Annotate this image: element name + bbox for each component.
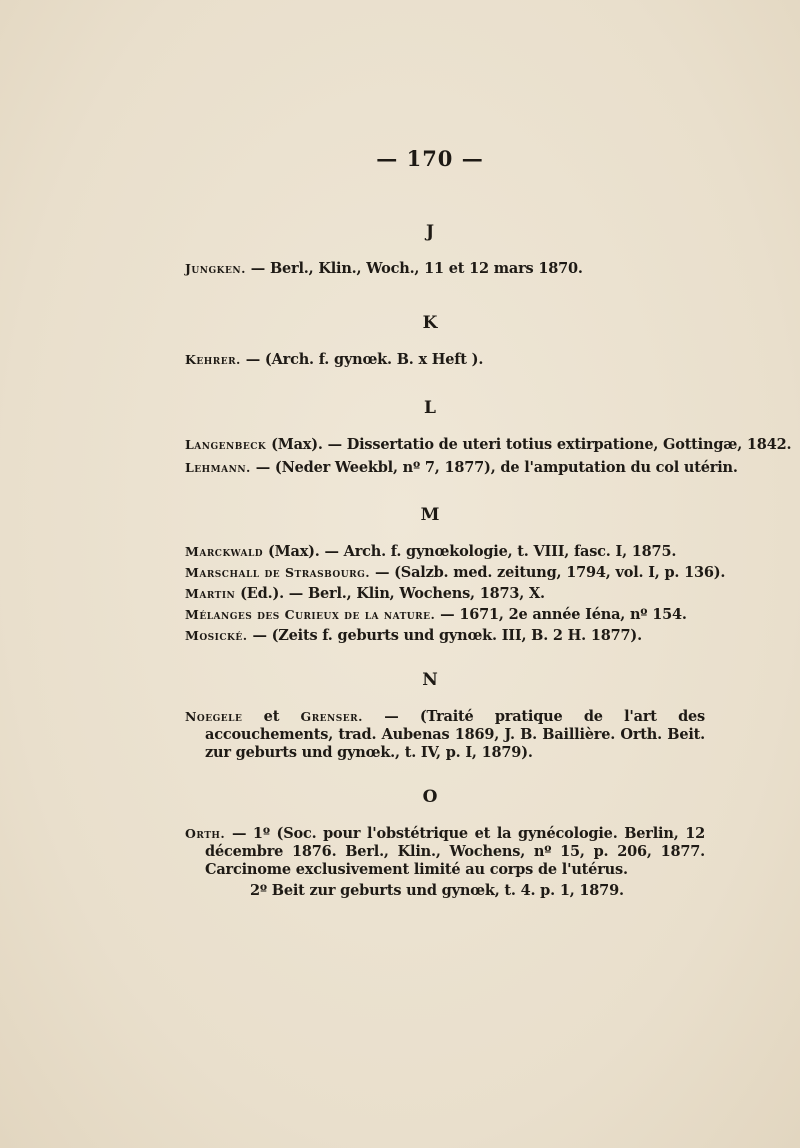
entry-melanges <box>185 606 705 624</box>
entry-author-2: Grenser. <box>300 709 363 724</box>
entry-text: (Max). — Dissertatio de uteri totius extirpatione, Gottingæ, 1842. <box>271 436 792 453</box>
entry-text: (Max). — Arch. f. gynœkologie, t. VIII, fasc. I, 1875. <box>267 543 677 560</box>
entry-author: Mélanges des Curieux de la nature. <box>185 607 436 622</box>
section-letter-n: N <box>422 670 438 690</box>
entry-author: Marschall de Strasbourg. <box>185 565 371 580</box>
entry-author: Marckwald <box>185 544 264 559</box>
entry-text: — 1671, 2e année Iéna, nº 154. <box>440 606 687 623</box>
entry-text: — (Arch. f. gynœk. B. x Heft ). <box>245 351 484 368</box>
entry-author: Martin <box>185 586 236 601</box>
entry-marckwald <box>185 543 705 561</box>
entry-marschall <box>185 564 726 582</box>
entry-orth <box>185 825 705 879</box>
entry-noegele <box>185 708 705 762</box>
entry-text: — Berl., Klin., Woch., 11 et 12 mars 1870. <box>250 260 583 277</box>
entry-text: (Ed.). — Berl., Klin, Wochens, 1873, X. <box>240 585 545 602</box>
entry-text: — (Traité pratique de l'art des accouchements, trad. Aubenas 1869, J. B. Baillière. Orth. Beit. zur geburts und gynœk., t. IV, p. I, 1879). <box>205 708 705 761</box>
entry-langenbeck <box>185 436 792 454</box>
entry-text: — (Neder Weekbl, nº 7, 1877), de l'amputation du col utérin. <box>255 459 738 476</box>
entry-mosicke <box>185 627 705 645</box>
section-letter-o: O <box>422 787 438 807</box>
entry-author: Orth. <box>185 826 226 841</box>
entry-author: Jungken. <box>185 261 246 276</box>
entry-text-2: 2º Beit zur geburts und gynœk, t. 4. p. 1, 1879. <box>250 882 624 899</box>
entry-text: — (Salzb. med. zeitung, 1794, vol. I, p. 136). <box>375 564 726 581</box>
entry-lehmann <box>185 459 738 477</box>
section-letter-j: J <box>425 222 435 242</box>
entry-orth-2 <box>250 882 710 900</box>
entry-connector: et <box>263 708 280 725</box>
entry-author: Mosické. <box>185 628 248 643</box>
section-letter-m: M <box>420 505 440 525</box>
entry-author: Noegele <box>185 709 243 724</box>
page-number: — 170 — <box>376 146 484 171</box>
section-letter-k: K <box>422 313 438 333</box>
entry-author: Langenbeck <box>185 437 267 452</box>
entry-author: Lehmann. <box>185 460 251 475</box>
entry-kehrer <box>185 351 705 369</box>
entry-text: — (Zeits f. geburts und gynœk. III, B. 2 H. 1877). <box>252 627 642 644</box>
entry-martin <box>185 585 705 603</box>
entry-text: — 1º (Soc. pour l'obstétrique et la gynécologie. Berlin, 12 décembre 1876. Berl., Klin., Wochens, nº 15, p. 206, 1877. Carcinome exclusivement limité au corps de l'utérus. <box>205 825 705 878</box>
section-letter-l: L <box>424 398 436 418</box>
entry-jungken <box>185 260 705 278</box>
entry-author: Kehrer. <box>185 352 241 367</box>
